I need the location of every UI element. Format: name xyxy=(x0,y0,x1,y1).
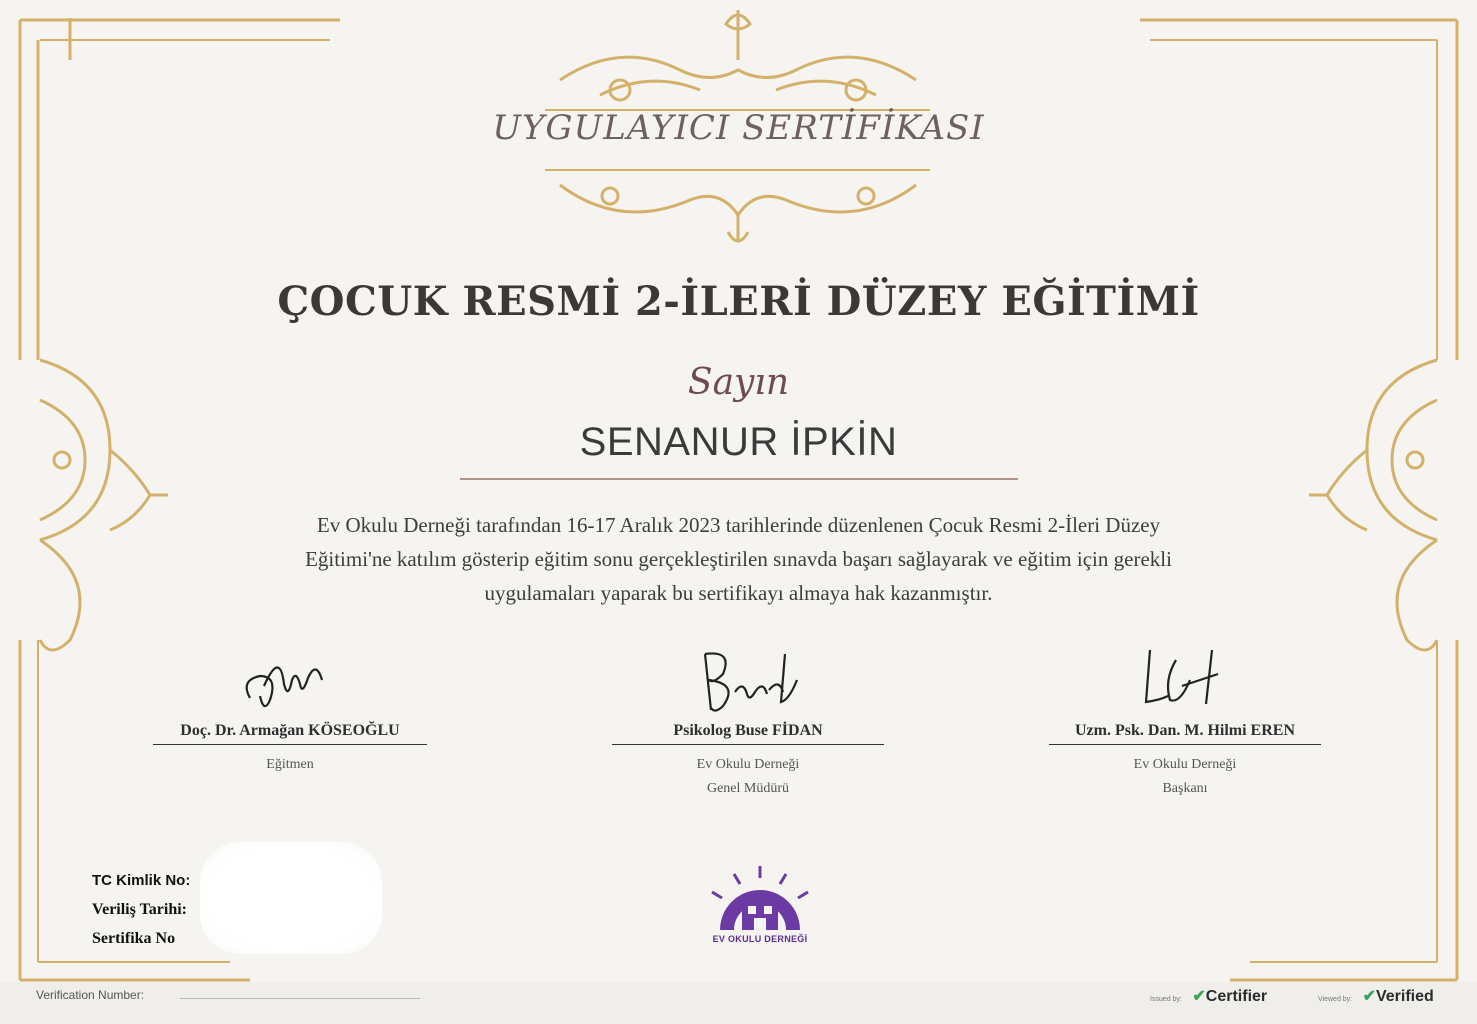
issuer-mark: Certifier xyxy=(1205,988,1268,1005)
left-ornament xyxy=(40,360,168,650)
tc-row xyxy=(92,866,190,895)
verification-number-line xyxy=(180,998,420,999)
signer-president xyxy=(1040,640,1330,801)
signer-name: Uzm. Psk. Dan. M. Hilmi EREN xyxy=(1075,722,1295,739)
signer-role: Ev Okulu Derneği Genel Müdürü xyxy=(696,757,800,796)
body-line: Ev Okulu Derneği tarafından 16-17 Aralık 2023 tarihlerinde düzenlenen Çocuk Resmi 2-İleri Düzey xyxy=(316,513,1161,537)
issuer-badge[interactable] xyxy=(1150,986,1267,1006)
recipient-name: SENANUR İPKİN xyxy=(579,420,898,464)
signature-line xyxy=(612,744,884,745)
signer-name: Doç. Dr. Armağan KÖSEOĞLU xyxy=(180,722,400,739)
signer-name: Psikolog Buse FİDAN xyxy=(673,722,823,739)
signer-role: Ev Okulu Derneği Başkanı xyxy=(1133,757,1237,796)
salutation: Sayın xyxy=(687,362,790,403)
verified-check-icon: ✔ xyxy=(1362,988,1376,1005)
date-row xyxy=(92,895,190,924)
name-underline xyxy=(460,478,1018,480)
association-logo xyxy=(690,860,830,944)
certificate-info xyxy=(92,866,190,953)
certificate-body xyxy=(190,508,1287,610)
certificate-type-title: UYGULAYICI SERTİFİKASI xyxy=(492,108,985,148)
course-title: ÇOCUK RESMİ 2-İLERİ DÜZEY EĞİTİMİ xyxy=(277,278,1200,325)
tc-label: TC Kimlik No: xyxy=(92,872,191,889)
body-line: Eğitimi'ne katılım gösterip eğitim sonu gerçekleştirilen sınavda başarı sağlayarak ve eğitim için gerekli xyxy=(305,547,1172,571)
signature-line xyxy=(153,744,427,745)
verified-mark: Verified xyxy=(1375,988,1434,1005)
signer-role: Eğitmen xyxy=(266,757,314,772)
cert-no-row xyxy=(92,924,190,953)
signature-line xyxy=(1049,744,1321,745)
signer-instructor xyxy=(140,640,440,777)
signer-general-manager xyxy=(612,640,884,801)
logo-label: EV OKULU DERNEĞİ xyxy=(712,934,808,944)
right-ornament xyxy=(1309,360,1437,650)
certificate-number-label: Sertifika No xyxy=(92,930,176,947)
signature-image xyxy=(1120,640,1250,722)
redacted-area xyxy=(200,842,382,954)
verification-number-label: Verification Number: xyxy=(36,988,145,1002)
signature-image xyxy=(230,640,350,722)
signature-image xyxy=(683,640,813,722)
body-line: uygulamaları yaparak bu sertifikayı almaya hak kazanmıştır. xyxy=(484,581,993,605)
ev-okulu-logo-icon xyxy=(690,860,830,932)
issued-by-label: Issued by: xyxy=(1150,996,1182,1003)
issue-date-label: Veriliş Tarihi: xyxy=(92,901,187,918)
certifier-check-icon: ✔ xyxy=(1192,988,1206,1005)
verified-badge[interactable] xyxy=(1318,986,1434,1006)
viewed-by-label: Viewed by: xyxy=(1318,996,1353,1003)
